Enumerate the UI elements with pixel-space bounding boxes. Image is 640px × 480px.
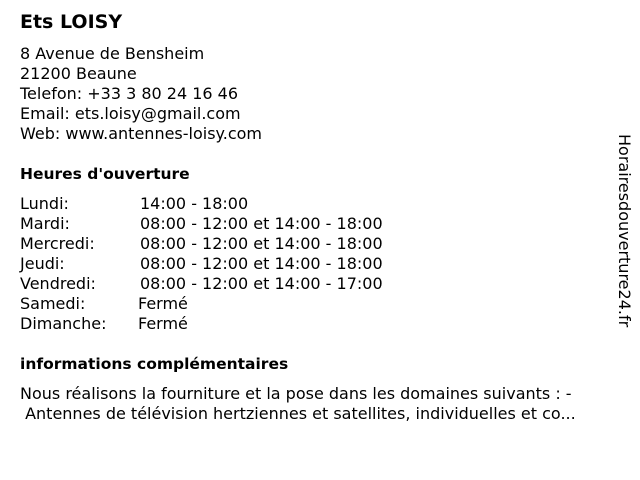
- contact-block: [20, 44, 262, 144]
- site-watermark: Horairesdouverture24.fr: [615, 134, 634, 328]
- description-line-2: Antennes de télévision hertziennes et satellites, individuelles et co...: [20, 404, 576, 423]
- day-label: Jeudi:: [20, 254, 65, 273]
- address-city: 21200 Beaune: [20, 64, 137, 83]
- day-label: Samedi:: [20, 294, 86, 313]
- day-label: Mardi:: [20, 214, 70, 233]
- time-value: Fermé: [138, 294, 188, 313]
- phone-line: Telefon: +33 3 80 24 16 46: [20, 84, 239, 103]
- day-label: Vendredi:: [20, 274, 96, 293]
- time-value: Fermé: [138, 314, 188, 333]
- web-line: Web: www.antennes-loisy.com: [20, 124, 262, 143]
- day-label: Dimanche:: [20, 314, 107, 333]
- time-value: 08:00 - 12:00 et 14:00 - 17:00: [140, 274, 383, 293]
- hours-heading: Heures d'ouverture: [20, 165, 190, 183]
- business-name: Ets LOISY: [20, 11, 123, 33]
- day-label: Mercredi:: [20, 234, 95, 253]
- time-value: 08:00 - 12:00 et 14:00 - 18:00: [140, 214, 383, 233]
- time-value: 14:00 - 18:00: [140, 194, 249, 213]
- description-line-1: Nous réalisons la fourniture et la pose dans les domaines suivants : -: [20, 384, 572, 403]
- address-street: 8 Avenue de Bensheim: [20, 44, 205, 63]
- time-value: 08:00 - 12:00 et 14:00 - 18:00: [140, 254, 383, 273]
- email-line: Email: ets.loisy@gmail.com: [20, 104, 241, 123]
- time-value: 08:00 - 12:00 et 14:00 - 18:00: [140, 234, 383, 253]
- info-heading: informations complémentaires: [20, 355, 289, 373]
- info-description: [20, 384, 626, 424]
- day-label: Lundi:: [20, 194, 69, 213]
